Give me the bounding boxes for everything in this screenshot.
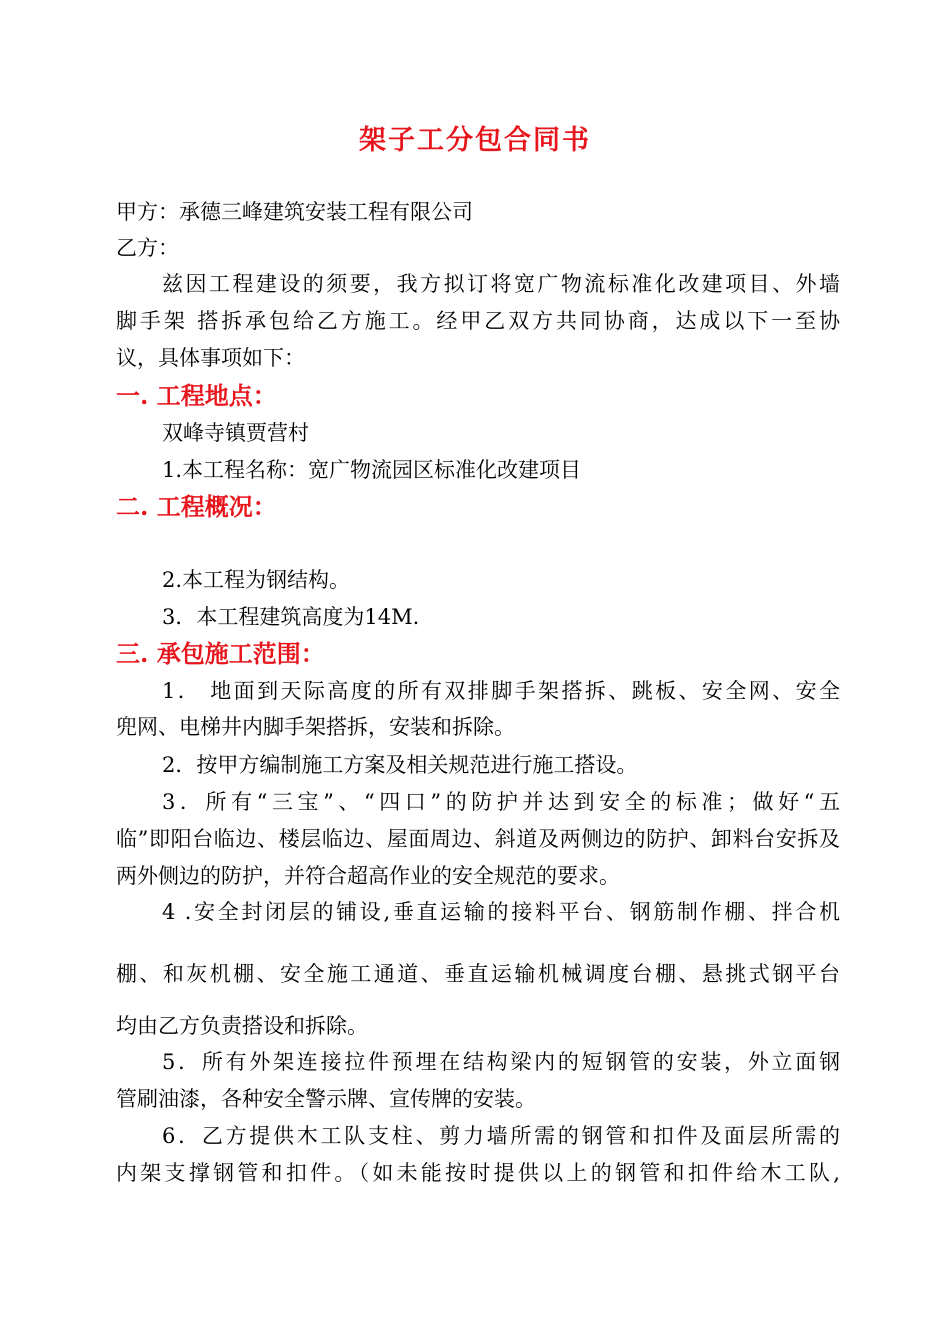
intro-line-1: 兹因工程建设的须要，我方拟订将宽广物流标准化改建项目、外墙 bbox=[162, 272, 840, 296]
party-a-line: 甲方：承德三峰建筑安装工程有限公司 bbox=[116, 200, 473, 224]
intro-line-2: 脚手架 搭拆承包给乙方施工。经甲乙双方共同协商，达成以下一至协 bbox=[116, 309, 840, 333]
overview-line-1: 2.本工程为钢结构。 bbox=[162, 568, 351, 592]
scope-item-6-line-1: 6．乙方提供木工队支柱、剪力墙所需的钢管和扣件及面层所需的 bbox=[162, 1124, 840, 1148]
scope-item-6-line-2: 内架支撑钢管和扣件。（如未能按时提供以上的钢管和扣件给木工队, bbox=[116, 1161, 840, 1185]
scope-item-5-line-1: 5．所有外架连接拉件预埋在结构梁内的短钢管的安装，外立面钢 bbox=[162, 1050, 840, 1074]
scope-item-1-line-2: 兜网、电梯井内脚手架搭拆，安装和拆除。 bbox=[116, 715, 515, 739]
scope-item-4-line-1: 4 .安全封闭层的铺设,垂直运输的接料平台、钢筋制作棚、拌合机 bbox=[162, 900, 840, 924]
scope-item-2-line-1: 2．按甲方编制施工方案及相关规范进行施工搭设。 bbox=[162, 753, 638, 777]
section-heading-overview: 二. 工程概况： bbox=[116, 492, 277, 521]
location-value: 双峰寺镇贾营村 bbox=[162, 421, 309, 445]
scope-item-5-line-2: 管刷油漆，各种安全警示牌、宣传牌的安装。 bbox=[116, 1087, 536, 1111]
section-heading-location: 一. 工程地点： bbox=[116, 381, 277, 410]
intro-line-3: 议，具体事项如下： bbox=[116, 346, 305, 370]
party-b-line: 乙方： bbox=[116, 236, 179, 260]
scope-item-3-line-1: 3．所有“三宝”、“四口”的防护并达到安全的标准；做好“五 bbox=[162, 790, 840, 814]
scope-item-4-line-2: 棚、和灰机棚、安全施工通道、垂直运输机械调度台棚、悬挑式钢平台 bbox=[116, 962, 840, 986]
scope-item-1-line-1: 1． 地面到天际高度的所有双排脚手架搭拆、跳板、安全网、安全 bbox=[162, 679, 840, 703]
scope-item-4-line-3: 均由乙方负责搭设和拆除。 bbox=[116, 1014, 368, 1038]
scope-item-3-line-3: 两外侧边的防护，并符合超高作业的安全规范的要求。 bbox=[116, 864, 620, 888]
section-heading-scope: 三. 承包施工范围： bbox=[116, 639, 325, 668]
overview-line-2: 3．本工程建筑高度为14M. bbox=[162, 605, 420, 629]
project-name-line: 1.本工程名称：宽广物流园区标准化改建项目 bbox=[162, 458, 582, 482]
document-title: 架子工分包合同书 bbox=[359, 125, 591, 156]
scope-item-3-line-2: 临”即阳台临边、楼层临边、屋面周边、斜道及两侧边的防护、卸料台安拆及 bbox=[116, 827, 840, 851]
